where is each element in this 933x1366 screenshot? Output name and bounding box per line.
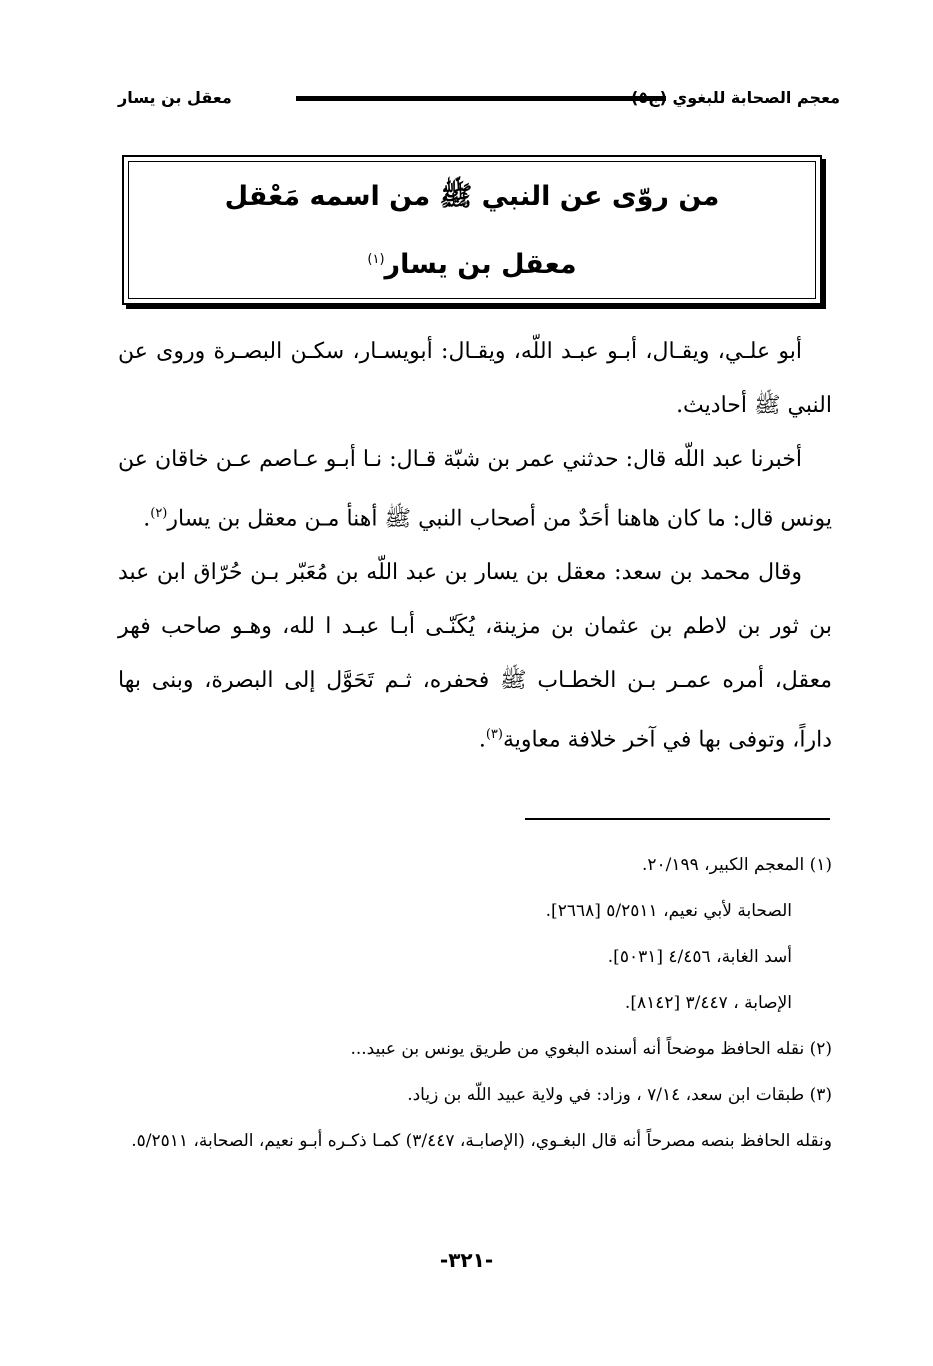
footnote-1: (١) المعجم الكبير، ٢٠/١٩٩. (641, 855, 832, 875)
footnote-3-continuation: ونقله الحافظ بنصه مصرحاً أنه قال البغـوي، (الإصابـة، ٣/٤٤٧) كمـا ذكـره أبـو نعيم، الصحابة، ٥/٢٥١١. (131, 1131, 832, 1151)
footnote-1-ref-b: أسد الغابة، ٤/٤٥٦ [٥٠٣١]. (607, 947, 792, 967)
footnote-1-ref-c: الإصابة ، ٣/٤٤٧ [٨١٤٢]. (624, 993, 792, 1013)
entry-title (124, 249, 820, 280)
page-number: -٣٢١- (439, 1248, 494, 1272)
paragraph-3-text: وقال محمد بن سعد: معقل بن يسار بن عبد اللّه بن مُعَبّر بـن حُرّاق ابن عبد بن ثور بن لاطم بن عثمان بن مزينة، يُكَنّـى أبـا عبـد ا لله، وهـو صاحب فهر معقل، أمره عمـر بـن الخطـاب ﷺ فحفره، ثـم تَحَوَّل إلى البصرة، وبنى بها داراً، وتوفى بها في آخر خلافة معاوية (118, 560, 832, 753)
entry-title-text: معقل بن يسار (384, 249, 577, 280)
footnote-separator (525, 818, 830, 820)
footnote-marker-2: (٢) (150, 506, 168, 521)
main-text (118, 325, 832, 768)
header-rule (296, 96, 666, 101)
footnote-3: (٣) طبقات ابن سعد، ٧/١٤ ، وزاد: في ولاية عبيد اللّه بن زياد. (407, 1085, 832, 1105)
header-entry-name: معقل بن يسار (118, 88, 232, 107)
footnote-2: (٢) نقله الحافظ موضحاً أنه أسنده البغوي من طريق يونس بن عبيد... (350, 1039, 832, 1059)
header-book-title: معجم الصحابة للبغوي (ج٥) (631, 88, 840, 107)
chapter-title: من روّى عن النبي ﷺ من اسمه مَعْقل (224, 181, 720, 212)
running-header (118, 88, 840, 118)
footnotes (118, 842, 832, 1164)
paragraph-2: أخبرنا عبد اللّه قال: حدثني عمر بن شبّة قـال: نـا أبـو عـاصم عـن خاقان عن يونس قال: ما كان هاهنا أحَدٌ من أصحاب النبي ﷺ أهنأ مـن معقل بن يسار$^{(٢)}$. (118, 447, 832, 532)
paragraph-1: أبو علـي، ويقـال، أبـو عبـد اللّه، ويقـال: أبويسـار، سكـن البصـرة وروى عن النبي ﷺ أحاديث. (118, 339, 832, 418)
paragraph-2-text: أخبرنا عبد اللّه قال: حدثني عمر بن شبّة قـال: نـا أبـو عـاصم عـن خاقان عن يونس قال: ما كان هاهنا أحَدٌ من أصحاب النبي ﷺ أهنأ مـن معقل بن يسار (118, 447, 832, 532)
footnote-marker-1: (١) (367, 252, 385, 267)
footnote-1-ref-a: الصحابة لأبي نعيم، ٥/٢٥١١ [٢٦٦٨]. (545, 901, 792, 921)
paragraph-3: وقال محمد بن سعد: معقل بن يسار بن عبد اللّه بن مُعَبّر بـن حُرّاق ابن عبد بن ثور بن لاطم بن عثمان بن مزينة، يُكَنّـى أبـا عبـد ا لله، وهـو صاحب فهر معقل، أمره عمـر بـن الخطـاب ﷺ فحفره، ثـم تَحَوَّل إلى البصرة، وبنى بها داراً، وتوفى بها في آخر خلافة معاوية$^{(٣)}$. (118, 560, 832, 753)
footnote-marker-3: (٣) (485, 727, 503, 743)
chapter-title-box (122, 155, 822, 305)
